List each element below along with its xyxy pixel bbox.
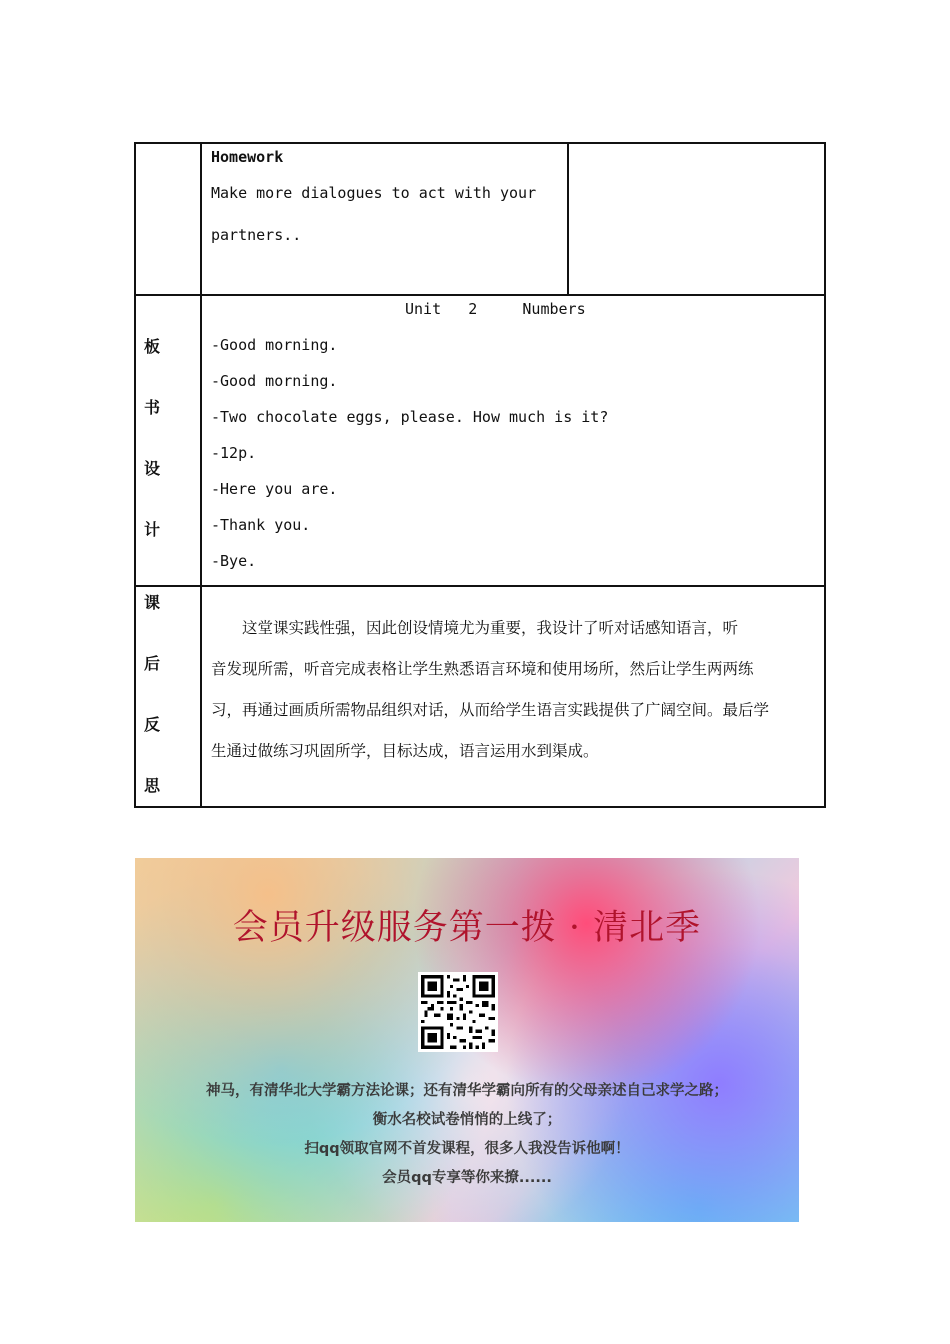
dialogue-line: -Bye.: [211, 552, 257, 570]
dialogue-line: -Here you are.: [211, 480, 338, 498]
homework-line-1: Make more dialogues to act with your: [211, 184, 537, 202]
dialogue-line: -Thank you.: [211, 516, 311, 534]
reflection-line: 音发现所需，听音完成表格让学生熟悉语言环境和使用场所，然后让学生两两练: [211, 660, 754, 678]
homework-right-divider: [567, 142, 569, 296]
dialogue-line: -Two chocolate eggs, please. How much is it?: [211, 408, 609, 426]
table-border-top: [134, 142, 826, 144]
label-char: 书: [144, 398, 161, 417]
table-border-left: [134, 142, 136, 808]
table-border-bottom: [134, 806, 826, 808]
dialogue-line: -Good morning.: [211, 372, 338, 390]
board-heading: Unit 2 Numbers: [405, 300, 586, 318]
dialogue-line: -12p.: [211, 444, 257, 462]
homework-line-2: partners..: [211, 226, 302, 244]
table-divider-2: [134, 585, 826, 587]
banner-line: 会员qq专享等你来撩......: [382, 1170, 552, 1186]
reflection-line: 这堂课实践性强，因此创设情境尤为重要，我设计了听对话感知语言，听: [211, 619, 739, 637]
banner-line: 扫qq领取官网不首发课程，很多人我没告诉他啊！: [304, 1141, 630, 1157]
label-char: 计: [144, 520, 161, 539]
table-column-divider: [200, 142, 202, 808]
label-char: 思: [144, 776, 161, 795]
reflection-line: 生通过做练习巩固所学，目标达成，语言运用水到渠成。: [211, 742, 599, 760]
banner-line: 神马，有清华北大学霸方法论课；还有清华学霸向所有的父母亲述自己求学之路；: [206, 1083, 728, 1099]
qr-code-icon[interactable]: [418, 972, 498, 1052]
dialogue-line: -Good morning.: [211, 336, 338, 354]
label-char: 反: [144, 715, 161, 734]
banner-title: 会员升级服务第一拨 · 清北季: [232, 908, 702, 948]
promo-banner: [135, 858, 799, 1222]
table-divider-1: [134, 294, 826, 296]
label-char: 后: [144, 654, 161, 673]
reflection-line: 习，再通过画质所需物品组织对话，从而给学生语言实践提供了广阔空间。最后学: [211, 701, 770, 719]
homework-title: Homework: [211, 148, 284, 166]
label-char: 课: [144, 593, 161, 612]
label-char: 设: [144, 459, 161, 478]
label-char: 板: [144, 337, 161, 356]
table-border-right: [824, 142, 826, 808]
banner-line: 衡水名校试卷悄悄的上线了；: [372, 1112, 562, 1128]
reflection-paragraph: [211, 608, 815, 772]
